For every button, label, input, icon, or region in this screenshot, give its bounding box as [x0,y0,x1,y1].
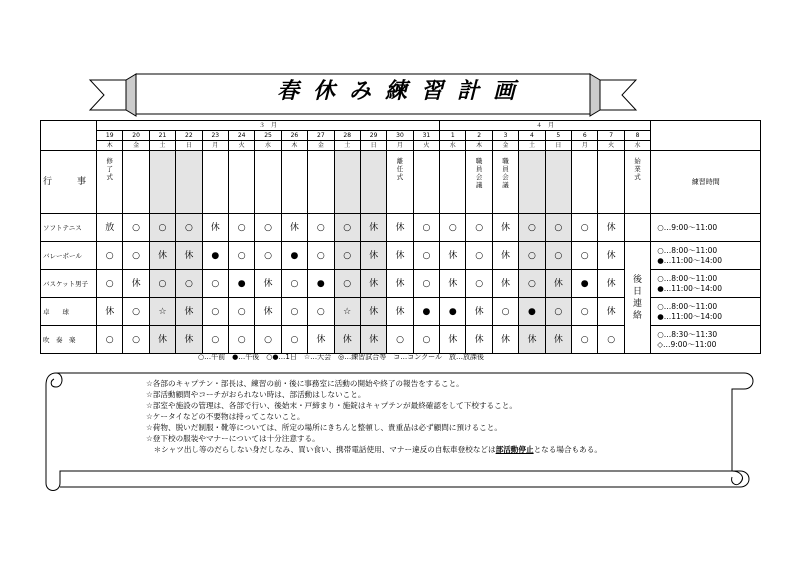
day-cell: 8 [624,131,650,141]
mark-cell: 休 [202,214,228,242]
mark-cell: ○ [281,326,307,354]
event-text: 離任式 [396,157,404,181]
day-cell: 4 [519,131,545,141]
mark-cell: ○ [572,242,598,270]
mark-cell: ● [202,242,228,270]
weekday-cell: 金 [492,141,518,151]
day-cell: 24 [228,131,254,141]
mark-cell: 休 [440,270,466,298]
mark-cell: ○ [255,214,281,242]
mark-cell: 休 [598,270,624,298]
note-last-strong: 部活動停止 [495,445,534,454]
month-april: ４ 月 [440,121,651,131]
weekday-cell: 金 [123,141,149,151]
day8-merged-text: 後日連絡 [632,274,642,321]
mark-cell: ○ [123,214,149,242]
mark-cell: ○ [176,214,202,242]
day-cell: 30 [387,131,413,141]
mark-cell: 休 [492,326,518,354]
mark-cell: ○ [228,214,254,242]
time-line: ●…11:00～14:00 [657,255,722,265]
weekday-cell: 火 [413,141,439,151]
event-cell [572,151,598,214]
mark-cell: ○ [308,298,334,326]
mark-cell: ● [519,298,545,326]
day-cell: 25 [255,131,281,141]
day-cell: 22 [176,131,202,141]
mark-cell: ○ [466,214,492,242]
mark-cell: ○ [440,214,466,242]
mark-cell: ○ [308,242,334,270]
mark-cell: ○ [519,242,545,270]
mark-cell: 休 [492,242,518,270]
mark-cell: ○ [334,242,360,270]
corner-cell [41,121,97,151]
mark-cell: 休 [466,298,492,326]
event-text: 職員会議 [475,157,483,189]
time-cell [651,270,761,298]
event-cell [228,151,254,214]
mark-cell: 休 [545,326,571,354]
note-line: ☆ケータイなどの不要物は持ってこないこと。 [146,412,305,421]
month-row [41,121,761,131]
mark-cell: 休 [176,298,202,326]
mark-cell: 休 [545,270,571,298]
note-line: ☆部活動顧問やコーチがおられない時は、部活動はしないこと。 [146,390,366,399]
mark-cell: ☆ [149,298,175,326]
note-line: ☆各部のキャプテン・部長は、練習の前・後に事務室に活動の開始や終了の報告をすること。 [146,379,464,388]
notes [146,378,602,455]
mark-cell: 休 [334,326,360,354]
day-cell: 27 [308,131,334,141]
weekday-cell: 水 [624,141,650,151]
event-cell [598,151,624,214]
event-cell [176,151,202,214]
event-row [41,151,761,214]
mark-cell: ○ [519,270,545,298]
mark-cell: 休 [97,298,123,326]
mark-cell: 休 [440,242,466,270]
club-name: バレーボール [41,242,97,270]
mark-cell: 休 [360,242,386,270]
event-cell [624,151,650,214]
time-line: ○…8:00～11:00 [657,273,718,283]
mark-cell: 休 [360,298,386,326]
event-cell [202,151,228,214]
weekday-cell: 月 [387,141,413,151]
mark-cell: 休 [176,242,202,270]
legend: ○…午前 ●…午後 ○●…1日 ☆…大会 ◎…練習試合等 コ…コンクール 放…放課後 [198,353,484,361]
mark-cell: 休 [598,242,624,270]
event-text: 始業式 [634,157,641,181]
mark-cell: ○ [387,326,413,354]
event-cell [281,151,307,214]
day-cell: 2 [466,131,492,141]
day8-merged [624,242,650,354]
mark-cell: ○ [572,298,598,326]
day-cell: 19 [97,131,123,141]
time-line: ●…11:00～14:00 [657,311,722,321]
day-cell: 26 [281,131,307,141]
mark-cell: 休 [598,214,624,242]
mark-cell: ○ [202,326,228,354]
day-cell: 21 [149,131,175,141]
mark-cell: 休 [519,326,545,354]
mark-cell: 休 [387,298,413,326]
weekday-cell: 金 [308,141,334,151]
event-cell [387,151,413,214]
mark-cell: 休 [466,326,492,354]
time-header: 練習時間 [651,151,761,214]
mark-cell: 休 [440,326,466,354]
event-cell [545,151,571,214]
time-line: ○…8:00～11:00 [657,245,718,255]
weekday-cell: 土 [334,141,360,151]
mark-cell: 休 [123,270,149,298]
schedule-table [40,120,761,354]
time-line: ○…8:00～11:00 [657,301,718,311]
club-row [41,214,761,242]
month-march: ３ 月 [97,121,440,131]
mark-cell: ○ [202,298,228,326]
note-line: ☆部室や施設の管理は、各部で行い、後始末・戸締まり・施錠はキャプテンが最終確認をして下校すること。 [146,401,517,410]
mark-cell: 休 [360,326,386,354]
weekday-cell: 土 [149,141,175,151]
title-banner [88,72,638,124]
mark-cell: ○ [334,270,360,298]
event-cell [149,151,175,214]
mark-cell: 休 [387,270,413,298]
weekday-cell: 木 [466,141,492,151]
mark-cell: ● [572,270,598,298]
note-last-before: ＊シャツ出し等のだらしない身だしなみ、買い食い、携帯電話使用、マナー違反の自転車登校などは [153,445,496,454]
mark-cell: ○ [97,270,123,298]
day-cell: 20 [123,131,149,141]
day-cell: 7 [598,131,624,141]
event-cell [308,151,334,214]
mark-cell: ○ [255,326,281,354]
mark-cell: ○ [413,270,439,298]
mark-cell: ● [440,298,466,326]
mark-cell: 休 [149,242,175,270]
mark-cell: ○ [202,270,228,298]
note-line: ☆登下校の服装やマナーについては十分注意する。 [146,434,320,443]
event-cell [97,151,123,214]
time-header-top [651,121,761,151]
mark-cell: ○ [228,326,254,354]
mark-cell: 休 [598,298,624,326]
weekday-cell: 土 [519,141,545,151]
event-cell [360,151,386,214]
mark-cell: ○ [281,298,307,326]
mark-cell: 休 [492,270,518,298]
mark-cell: ☆ [334,298,360,326]
day8-cell [624,214,650,242]
time-cell [651,298,761,326]
mark-cell: ● [308,270,334,298]
note-line: ☆荷物、脱いだ制服・靴等については、所定の場所にきちんと整頓し、貴重品は必ず顧問に預けること。 [146,423,502,432]
mark-cell: ○ [545,298,571,326]
page-title: 春休み練習計画 [276,79,529,104]
mark-cell: ○ [334,214,360,242]
day-cell: 29 [360,131,386,141]
mark-cell: 休 [492,214,518,242]
mark-cell: ○ [492,298,518,326]
mark-cell: 休 [255,298,281,326]
weekday-cell: 火 [598,141,624,151]
event-cell [334,151,360,214]
mark-cell: ○ [149,270,175,298]
day-cell: 5 [545,131,571,141]
mark-cell: ○ [123,298,149,326]
club-row [41,242,761,270]
weekday-cell: 日 [176,141,202,151]
mark-cell: ○ [413,214,439,242]
mark-cell: 放 [97,214,123,242]
day-cell: 3 [492,131,518,141]
mark-cell: 休 [308,326,334,354]
club-name: バスケット男子 [41,270,97,298]
time-line: ○…9:00～11:00 [657,222,718,232]
mark-cell: ○ [149,214,175,242]
event-cell [255,151,281,214]
event-cell [519,151,545,214]
club-name: 吹 奏 楽 [41,326,97,354]
mark-cell: ○ [466,270,492,298]
mark-cell: ○ [228,298,254,326]
weekday-cell: 月 [572,141,598,151]
mark-cell: 休 [281,214,307,242]
mark-cell: ○ [413,326,439,354]
mark-cell: ○ [466,242,492,270]
weekday-cell: 木 [281,141,307,151]
event-cell [492,151,518,214]
mark-cell: ○ [519,214,545,242]
club-name: 卓 球 [41,298,97,326]
mark-cell: ● [228,270,254,298]
weekday-cell: 日 [360,141,386,151]
time-line: ○…8:30～11:30 [657,329,718,339]
mark-cell: 休 [387,214,413,242]
day-cell: 28 [334,131,360,141]
mark-cell: 休 [255,270,281,298]
mark-cell: ○ [255,242,281,270]
mark-cell: ○ [97,326,123,354]
event-label: 行 事 [41,151,97,214]
weekday-cell: 水 [255,141,281,151]
event-text: 職員会議 [502,157,509,189]
mark-cell: ● [413,298,439,326]
mark-cell: ○ [413,242,439,270]
club-row [41,326,761,354]
event-text: 修了式 [106,157,113,181]
club-row [41,298,761,326]
mark-cell: 休 [149,326,175,354]
mark-cell: ○ [572,326,598,354]
mark-cell: ○ [123,326,149,354]
mark-cell: ○ [572,214,598,242]
weekday-cell: 水 [440,141,466,151]
time-line: ◇…9:00～11:00 [657,339,717,349]
time-cell [651,326,761,354]
mark-cell: ○ [123,242,149,270]
weekday-cell: 月 [202,141,228,151]
mark-cell: 休 [360,270,386,298]
mark-cell: ○ [97,242,123,270]
mark-cell: ○ [176,270,202,298]
time-cell [651,214,761,242]
day-cell: 31 [413,131,439,141]
event-cell [413,151,439,214]
mark-cell: ● [281,242,307,270]
day-cell: 23 [202,131,228,141]
day-cell: 6 [572,131,598,141]
weekday-cell: 日 [545,141,571,151]
event-cell [440,151,466,214]
mark-cell: ○ [545,242,571,270]
day-cell: 1 [440,131,466,141]
note-last-after: となる場合もある。 [533,445,602,454]
event-cell [466,151,492,214]
mark-cell: ○ [545,214,571,242]
mark-cell: ○ [598,326,624,354]
mark-cell: 休 [360,214,386,242]
weekday-cell: 木 [97,141,123,151]
note-last [146,444,602,455]
club-name: ソフトテニス [41,214,97,242]
time-line: ●…11:00～14:00 [657,283,722,293]
weekday-cell: 火 [228,141,254,151]
mark-cell: 休 [387,242,413,270]
time-cell [651,242,761,270]
club-row [41,270,761,298]
mark-cell: ○ [228,242,254,270]
mark-cell: ○ [308,214,334,242]
event-cell [123,151,149,214]
mark-cell: ○ [281,270,307,298]
mark-cell: 休 [176,326,202,354]
